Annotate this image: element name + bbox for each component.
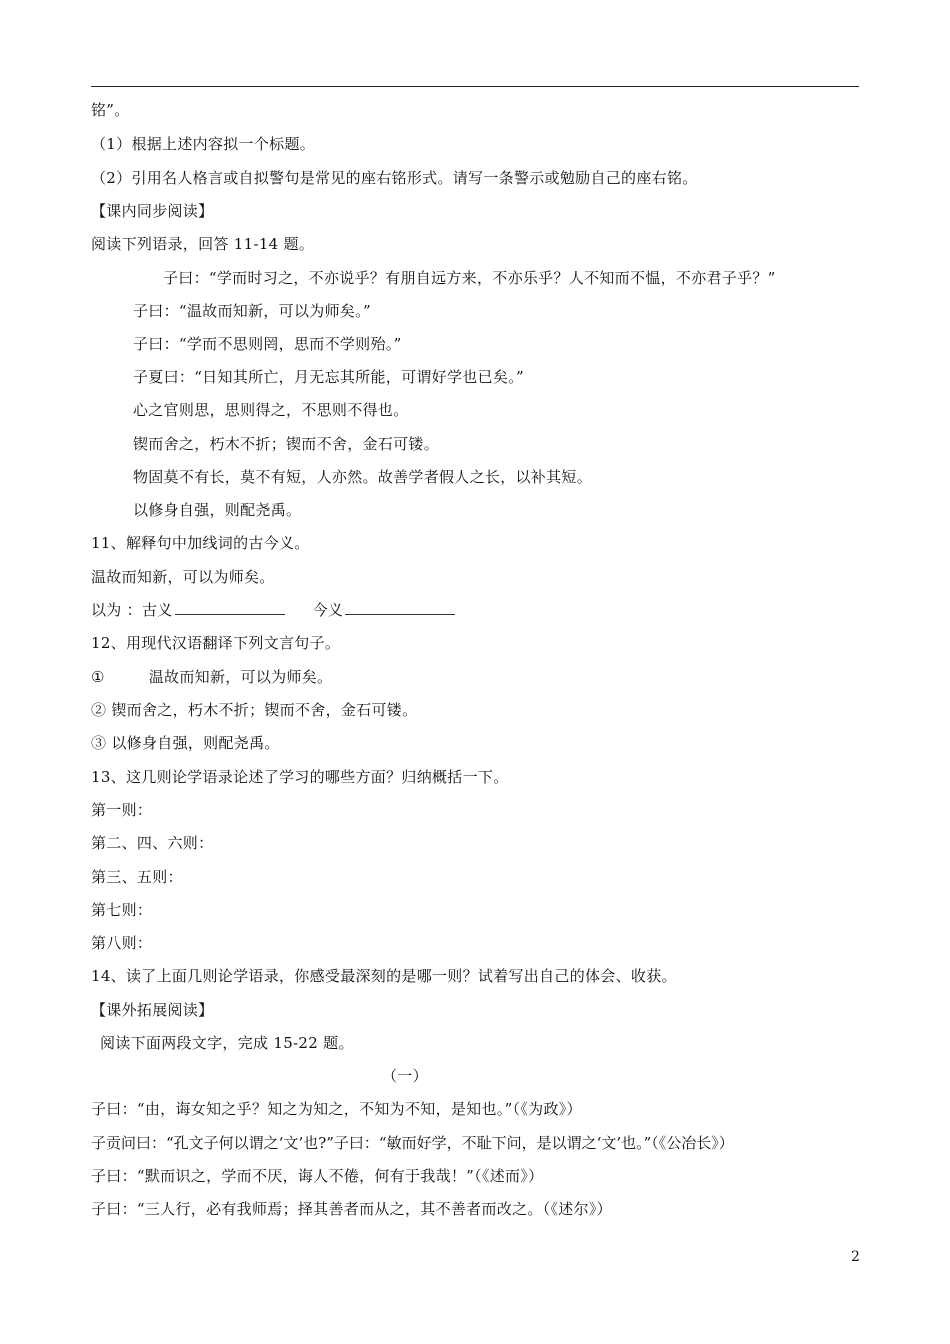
quote-4: 子夏曰：“日知其所亡，月无忘其所能，可谓好学也已矣。” <box>133 368 524 386</box>
passage-quote-3: 子曰：“默而识之，学而不厌，诲人不倦，何有于我哉！”（《述而》） <box>91 1167 544 1185</box>
header-rule <box>91 86 859 87</box>
ancient-meaning-blank[interactable] <box>175 600 285 615</box>
section-heading-in-class: 【课内同步阅读】 <box>91 202 214 220</box>
summary-item-3: 第三、五则： <box>91 868 183 886</box>
translate-item-1 <box>91 667 332 687</box>
modern-meaning-label: 今义 <box>312 601 344 619</box>
instruction-2: 阅读下面两段文字，完成 15-22 题。 <box>100 1034 354 1052</box>
question-12: 12、用现代汉语翻译下列文言句子。 <box>91 634 341 652</box>
quote-2: 子曰：“温故而知新，可以为师矣。” <box>133 302 371 320</box>
translate-item-2: ② 锲而舍之，朽木不折；锲而不舍，金石可镂。 <box>91 701 418 719</box>
modern-meaning-blank[interactable] <box>345 600 455 615</box>
question-14: 14、读了上面几则论学语录，你感受最深刻的是哪一则？试着写出自己的体会、收获。 <box>91 967 677 985</box>
quote-1: 子曰：“学而时习之，不亦说乎？有朋自远方来，不亦乐乎？人不知而不愠，不亦君子乎？” <box>163 269 776 287</box>
question-1: （1）根据上述内容拟一个标题。 <box>91 135 316 153</box>
text-line: 铭”。 <box>91 101 130 119</box>
translate-item-1-text: 温故而知新，可以为师矣。 <box>148 668 333 686</box>
summary-item-1: 第一则： <box>91 801 153 819</box>
summary-item-2: 第二、四、六则： <box>91 834 214 852</box>
passage-heading: （一） <box>382 1067 428 1085</box>
passage-quote-4: 子曰：“三人行，必有我师焉；择其善者而从之，其不善者而改之。（《述尔》） <box>91 1200 612 1218</box>
quote-5: 心之官则思，思则得之，不思则不得也。 <box>133 401 409 419</box>
question-11: 11、解释句中加线词的古今义。 <box>91 534 310 552</box>
question-13: 13、这几则论学语录论述了学习的哪些方面？归纳概括一下。 <box>91 768 509 786</box>
passage-quote-2: 子贡问曰：“孔文子何以谓之‘文’也?”子曰：“敏而好学，不耻下问，是以谓之‘文’也。”（《公冶长》） <box>91 1134 734 1152</box>
passage-quote-1: 子曰：“由，诲女知之乎？知之为知之，不知为不知，是知也。”（《为政》） <box>91 1100 582 1118</box>
quote-3: 子曰：“学而不思则罔，思而不学则殆。” <box>133 335 402 353</box>
section-heading-extended: 【课外拓展阅读】 <box>91 1001 214 1019</box>
quote-8: 以修身自强，则配尧禹。 <box>133 501 302 519</box>
question-2: （2）引用名人格言或自拟警句是常见的座右铭形式。请写一条警示或勉励自己的座右铭。 <box>91 169 698 187</box>
circled-number-1: ① <box>91 668 105 686</box>
question-11-answer <box>91 600 459 620</box>
page-number: 2 <box>851 1249 860 1265</box>
summary-item-5: 第八则： <box>91 934 153 952</box>
ancient-meaning-label: 以为 ：古义 <box>91 601 173 619</box>
translate-item-3: ③ 以修身自强，则配尧禹。 <box>91 734 280 752</box>
instruction: 阅读下列语录，回答 11-14 题。 <box>91 235 315 253</box>
quote-6: 锲而舍之，朽木不折；锲而不舍，金石可镂。 <box>133 435 440 453</box>
summary-item-4: 第七则： <box>91 901 153 919</box>
quote-7: 物固莫不有长，莫不有短，人亦然。故善学者假人之长，以补其短。 <box>133 468 593 486</box>
question-11-sentence: 温故而知新，可以为师矣。 <box>91 568 275 586</box>
